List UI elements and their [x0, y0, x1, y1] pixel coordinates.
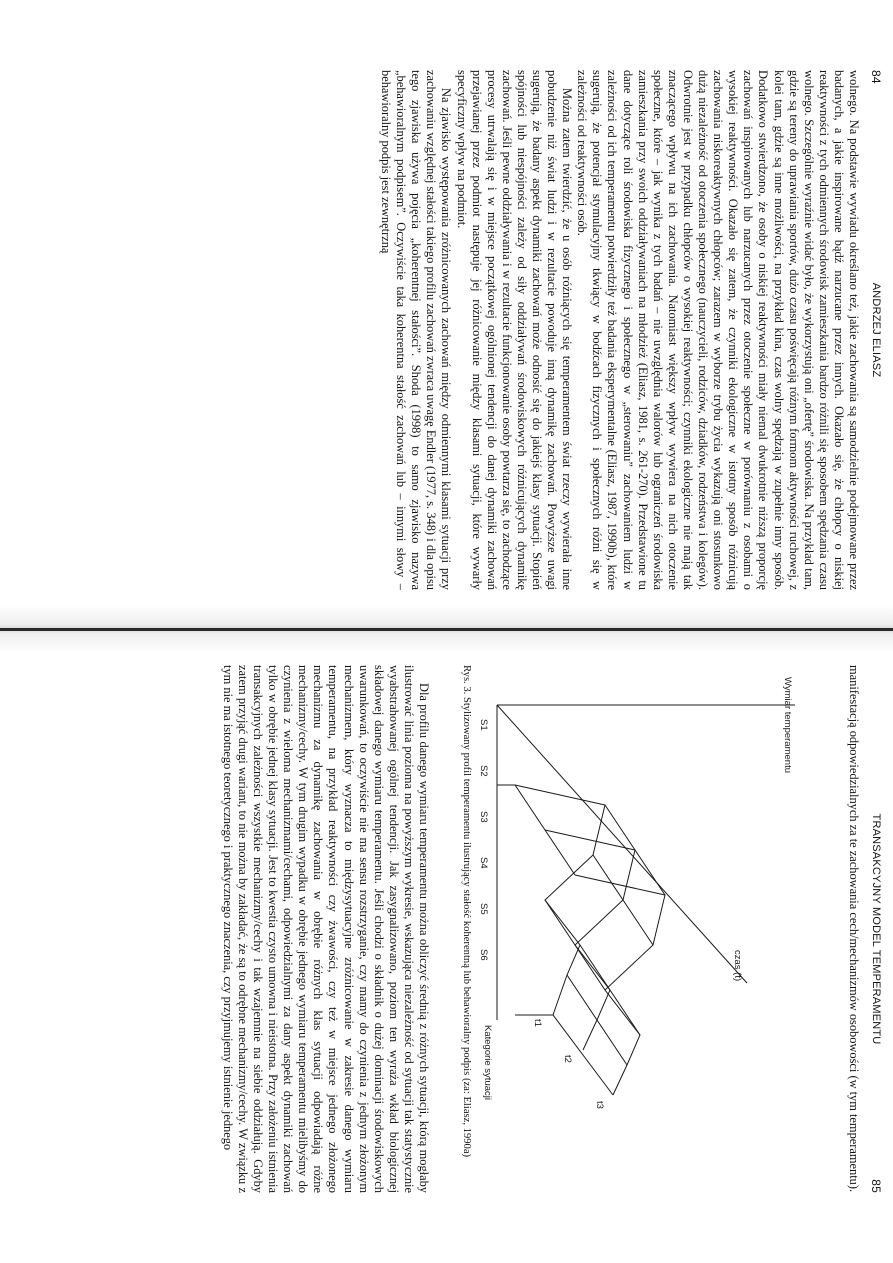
right-intro-paragraph: manifestacją odpowiedzialnych za te zachowania cech/mechanizmów osobowości (w tym temperamentu). [847, 665, 861, 1193]
figure-3d-plot [475, 665, 815, 1193]
y-axis-label: Wymiar temperamentu [782, 677, 793, 773]
left-running-title: ANDRZEJ ELIASZ [870, 282, 882, 378]
time-label-t3: t3 [594, 1101, 605, 1109]
left-paragraph-3: Na zjawisko występowania zróżnicowanych zachowań między odmiennymi klasami sytuacji przy zachowaniu względnej stałości takiego profilu zachowań zwraca uwagę Endler (1977, s. 348) i dla opisu tego zjawiska używa pojęcia „koherentnej stałości”. Shoda (1998) to samo zjawisko nazywa „behawioralnym podpisem”. Oczywiście taka koherentna stałość zachowań lub – innymi słowy – behawioralny podpis jest zewnętrzną [379, 70, 454, 590]
x-axis-label: Kategorie sytuacji [482, 1025, 493, 1100]
profile-t1 [515, 785, 605, 1015]
binding-line [0, 628, 893, 631]
figure-caption: Rys. 3. Stylizowany profil temperamentu ilustrujący stałość koherentną lub behawioralny podpis (za: Eliasz, 1990a) [461, 665, 472, 1158]
left-body-text [378, 70, 861, 590]
right-intro-text [846, 665, 861, 1193]
right-body-text [220, 665, 431, 1193]
right-page-number: 85 [869, 1179, 883, 1193]
figure-temperament-profile [475, 665, 815, 1193]
left-page [0, 70, 893, 590]
time-axis [497, 705, 747, 983]
time-label-t1: t1 [532, 1019, 543, 1027]
left-paragraph-2: Można zatem twierdzić, że u osób różniących się temperamentem świat rzeczy wywierała inne pobudzenie niż świat ludzi i w rezultacie powoduje inną dynamikę zachowań. Powyższe uwagi sugerują, że badany aspekt dynamiki zachowań może odnosić się do jakiejś klasy sytuacji. Stopień spójności lub niespójności zależy od siły oddziaływań środowiskowych różnicujących dynamikę zachowań. Jeśli pewne oddziaływania i w rezultacie funkcjonowanie osoby powtarza się, to zachodzące procesy utrwalają się i w miejsce początkowej ogólnionej tendencji do danej dynamiki zachowań przejawianej przez podmiot następuje jej różnicowanie między klasami sytuacji, które wywarły specyficzny wpływ na podmiot. [454, 70, 575, 590]
left-paragraph-1: wolnego. Na podstawie wywiadu określano też, jakie zachowania są samodzielnie podejmowane przez badanych, a jakie inspirowane bądź narzucane przez innych. Okazało się, że chłopcy o niskiej reaktywności z tych odmiennych środowisk zamieszkania bardzo różnili się sposobem spędzania czasu wolnego. Szczególnie wyraźnie widać było, że wykorzystują oni „ofertę” środowiska. Na przykład tam, gdzie są tereny do uprawiania sportów, dużo czasu poświęcają różnym formom aktywności ruchowej, z kolei tam, gdzie są inne możliwości, na przykład kina, czas wolny spędzają w zupełnie inny sposób. Dodatkowo stwierdzono, że osoby o niskiej reaktywności miały niemal dwukrotnie niższą proporcję zachowań inspirowanych lub narzucanych przez otoczenie społeczne w porównaniu z osobami o wysokiej reaktywności. Okazało się zatem, że czynniki ekologiczne w istotny sposób różnicują zachowania niskoreaktywnych chłopców; zarazem w wyborze trybu życia wykazują oni stosunkowo dużą niezależność od otoczenia społecznego (nauczycieli, rodziców, dziadków, rodzeństwa i kolegów). Odwrotnie jest w przypadku chłopców o wysokiej reaktywności; czynniki ekologiczne nie mają tak znaczącego wpływu na ich zachowania. Natomiast większy wpływ wywiera na nich otoczenie społeczne, które – jak wynika z tych badań – nie uwzględnia walorów lub ograniczeń środowiska zamieszkania przy swoich oddziaływaniach na młodzież (Eliasz, 1981, s. 261-270). Przedstawione tu dane dotyczące roli środowiska fizycznego i społecznego w „sterowaniu” zachowaniem ludzi w zależności od ich temperamentu potwierdziły też badania eksperymentalne (Eliasz, 1987, 1990b), które sugerują, że potencjał stymulacyjny tkwiący w bodźcach fizycznych i społecznych różni się w zależności od reaktywności osób. [575, 70, 861, 590]
category-s2: S2 [478, 765, 489, 777]
right-paragraph-1: Dla profilu danego wymiaru temperamentu można obliczyć średnią z różnych sytuacji, którą mogłaby ilustrować linia pozioma na powyższym wykresie, wskazująca niezależność od sytuacji tak statystycznie wyabstrahowanej ogólnej tendencji. Jak zasygnalizowano, poziom ten wyraża wkład biologicznej składowej danego wymiaru temperamentu. Jeśli chodzi o składnik o dużej dominacji środowiskowych uwarunkowań, to oczywiście nie ma sensu rozstrzyganie, czy mamy do czynienia z jednym złożonym mechanizmem, który wyznacza to międzysytuacyjne zróżnicowanie w zakresie danego wymiaru temperamentu, na przykład reaktywności czy żwawości, czy też w miejsce jednego złożonego mechanizmu za dynamikę zachowania w obrębie różnych klas sytuacji odpowiadają różne mechanizmy/cechy. W tym drugim wypadku w obrębie jednego wymiaru temperamentu mielibyśmy do czynienia z wieloma mechanizmami/cechami, odpowiedzialnymi za dany aspekt dynamiki zachowań tylko w obrębie jednej klasy sytuacji. Jest to kwestia czysto umowna i nieistotna. Przy założeniu istnienia transakcyjnych zależności wszystkie mechanizmy/cechy i tak wzajemnie na siebie oddziałują. Gdyby zatem przyjąć drugi wariant, to nie można by zakładać, że są to odrębne mechanizmy/cechy. W związku z tym nie ma istotnego teoretycznego i praktycznego znaczenia, czy przyjmujemy istnienie jednego [220, 665, 431, 1193]
right-page [0, 665, 893, 1193]
category-s5: S5 [478, 903, 489, 915]
category-s1: S1 [478, 719, 489, 731]
category-s6: S6 [478, 949, 489, 961]
time-label-t2: t2 [562, 1055, 573, 1063]
category-s4: S4 [478, 857, 489, 869]
category-s3: S3 [478, 811, 489, 823]
right-running-head [867, 665, 883, 1193]
left-running-head [867, 70, 883, 590]
left-page-number: 84 [869, 70, 883, 84]
right-running-title: TRANSAKCYJNY MODEL TEMPERAMENTU [870, 813, 882, 1045]
profile-t2 [545, 830, 635, 1050]
time-axis-label: czas (t) [732, 950, 743, 982]
